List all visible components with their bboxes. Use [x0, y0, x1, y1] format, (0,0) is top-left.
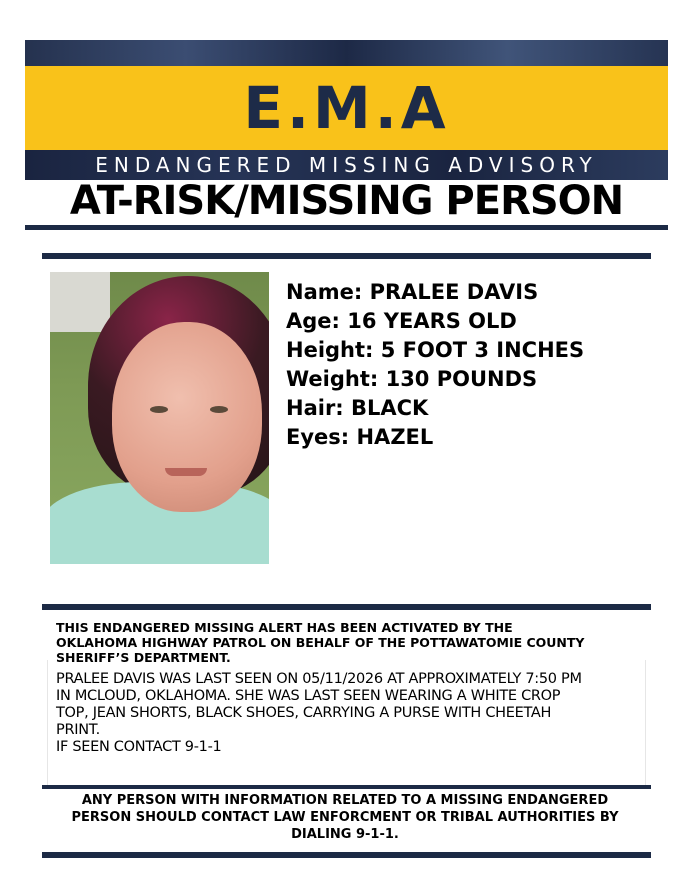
divider-upper	[42, 253, 651, 259]
detail-eyes: Eyes: HAZEL	[286, 425, 434, 449]
banner-photo-strip	[25, 40, 668, 66]
detail-height: Height: 5 FOOT 3 INCHES	[286, 338, 585, 362]
detail-hair: Hair: BLACK	[286, 396, 429, 420]
divider-lower	[42, 785, 651, 789]
divider-bottom	[42, 852, 651, 858]
description-line: PRINT.	[56, 722, 100, 738]
footer-line: DIALING 9-1-1.	[291, 827, 399, 842]
ema-title: E.M.A	[243, 74, 450, 142]
notice-line: THIS ENDANGERED MISSING ALERT HAS BEEN ACTIVATED BY THE	[56, 620, 513, 635]
ema-banner	[25, 40, 668, 180]
description-line: IF SEEN CONTACT 9-1-1	[56, 739, 222, 755]
detail-age: Age: 16 YEARS OLD	[286, 309, 517, 333]
page-headline: AT-RISK/MISSING PERSON	[69, 178, 624, 224]
footer-line: ANY PERSON WITH INFORMATION RELATED TO A MISSING ENDANGERED	[81, 793, 609, 808]
last-seen-description	[56, 671, 646, 756]
contact-footer	[40, 792, 650, 843]
description-line: TOP, JEAN SHORTS, BLACK SHOES, CARRYING A PURSE WITH CHEETAH	[56, 705, 552, 721]
person-details	[286, 278, 584, 452]
detail-name: Name: PRALEE DAVIS	[286, 280, 539, 304]
footer-line: PERSON SHOULD CONTACT LAW ENFORCMENT OR TRIBAL AUTHORITIES BY	[71, 810, 619, 825]
banner-subtitle-strip	[25, 150, 668, 180]
divider-top	[25, 225, 668, 230]
banner-gold-band	[25, 66, 668, 150]
alert-notice	[56, 620, 656, 665]
divider-middle	[42, 604, 651, 610]
description-line: PRALEE DAVIS WAS LAST SEEN ON 05/11/2026 AT APPROXIMATELY 7:50 PM	[56, 671, 582, 687]
notice-line: SHERIFF’S DEPARTMENT.	[56, 650, 231, 665]
detail-weight: Weight: 130 POUNDS	[286, 367, 538, 391]
banner-subtitle: ENDANGERED MISSING ADVISORY	[95, 153, 598, 177]
description-line: IN MCLOUD, OKLAHOMA. SHE WAS LAST SEEN WEARING A WHITE CROP	[56, 688, 561, 704]
missing-person-photo	[50, 272, 269, 564]
notice-line: OKLAHOMA HIGHWAY PATROL ON BEHALF OF THE POTTAWATOMIE COUNTY	[56, 635, 585, 650]
